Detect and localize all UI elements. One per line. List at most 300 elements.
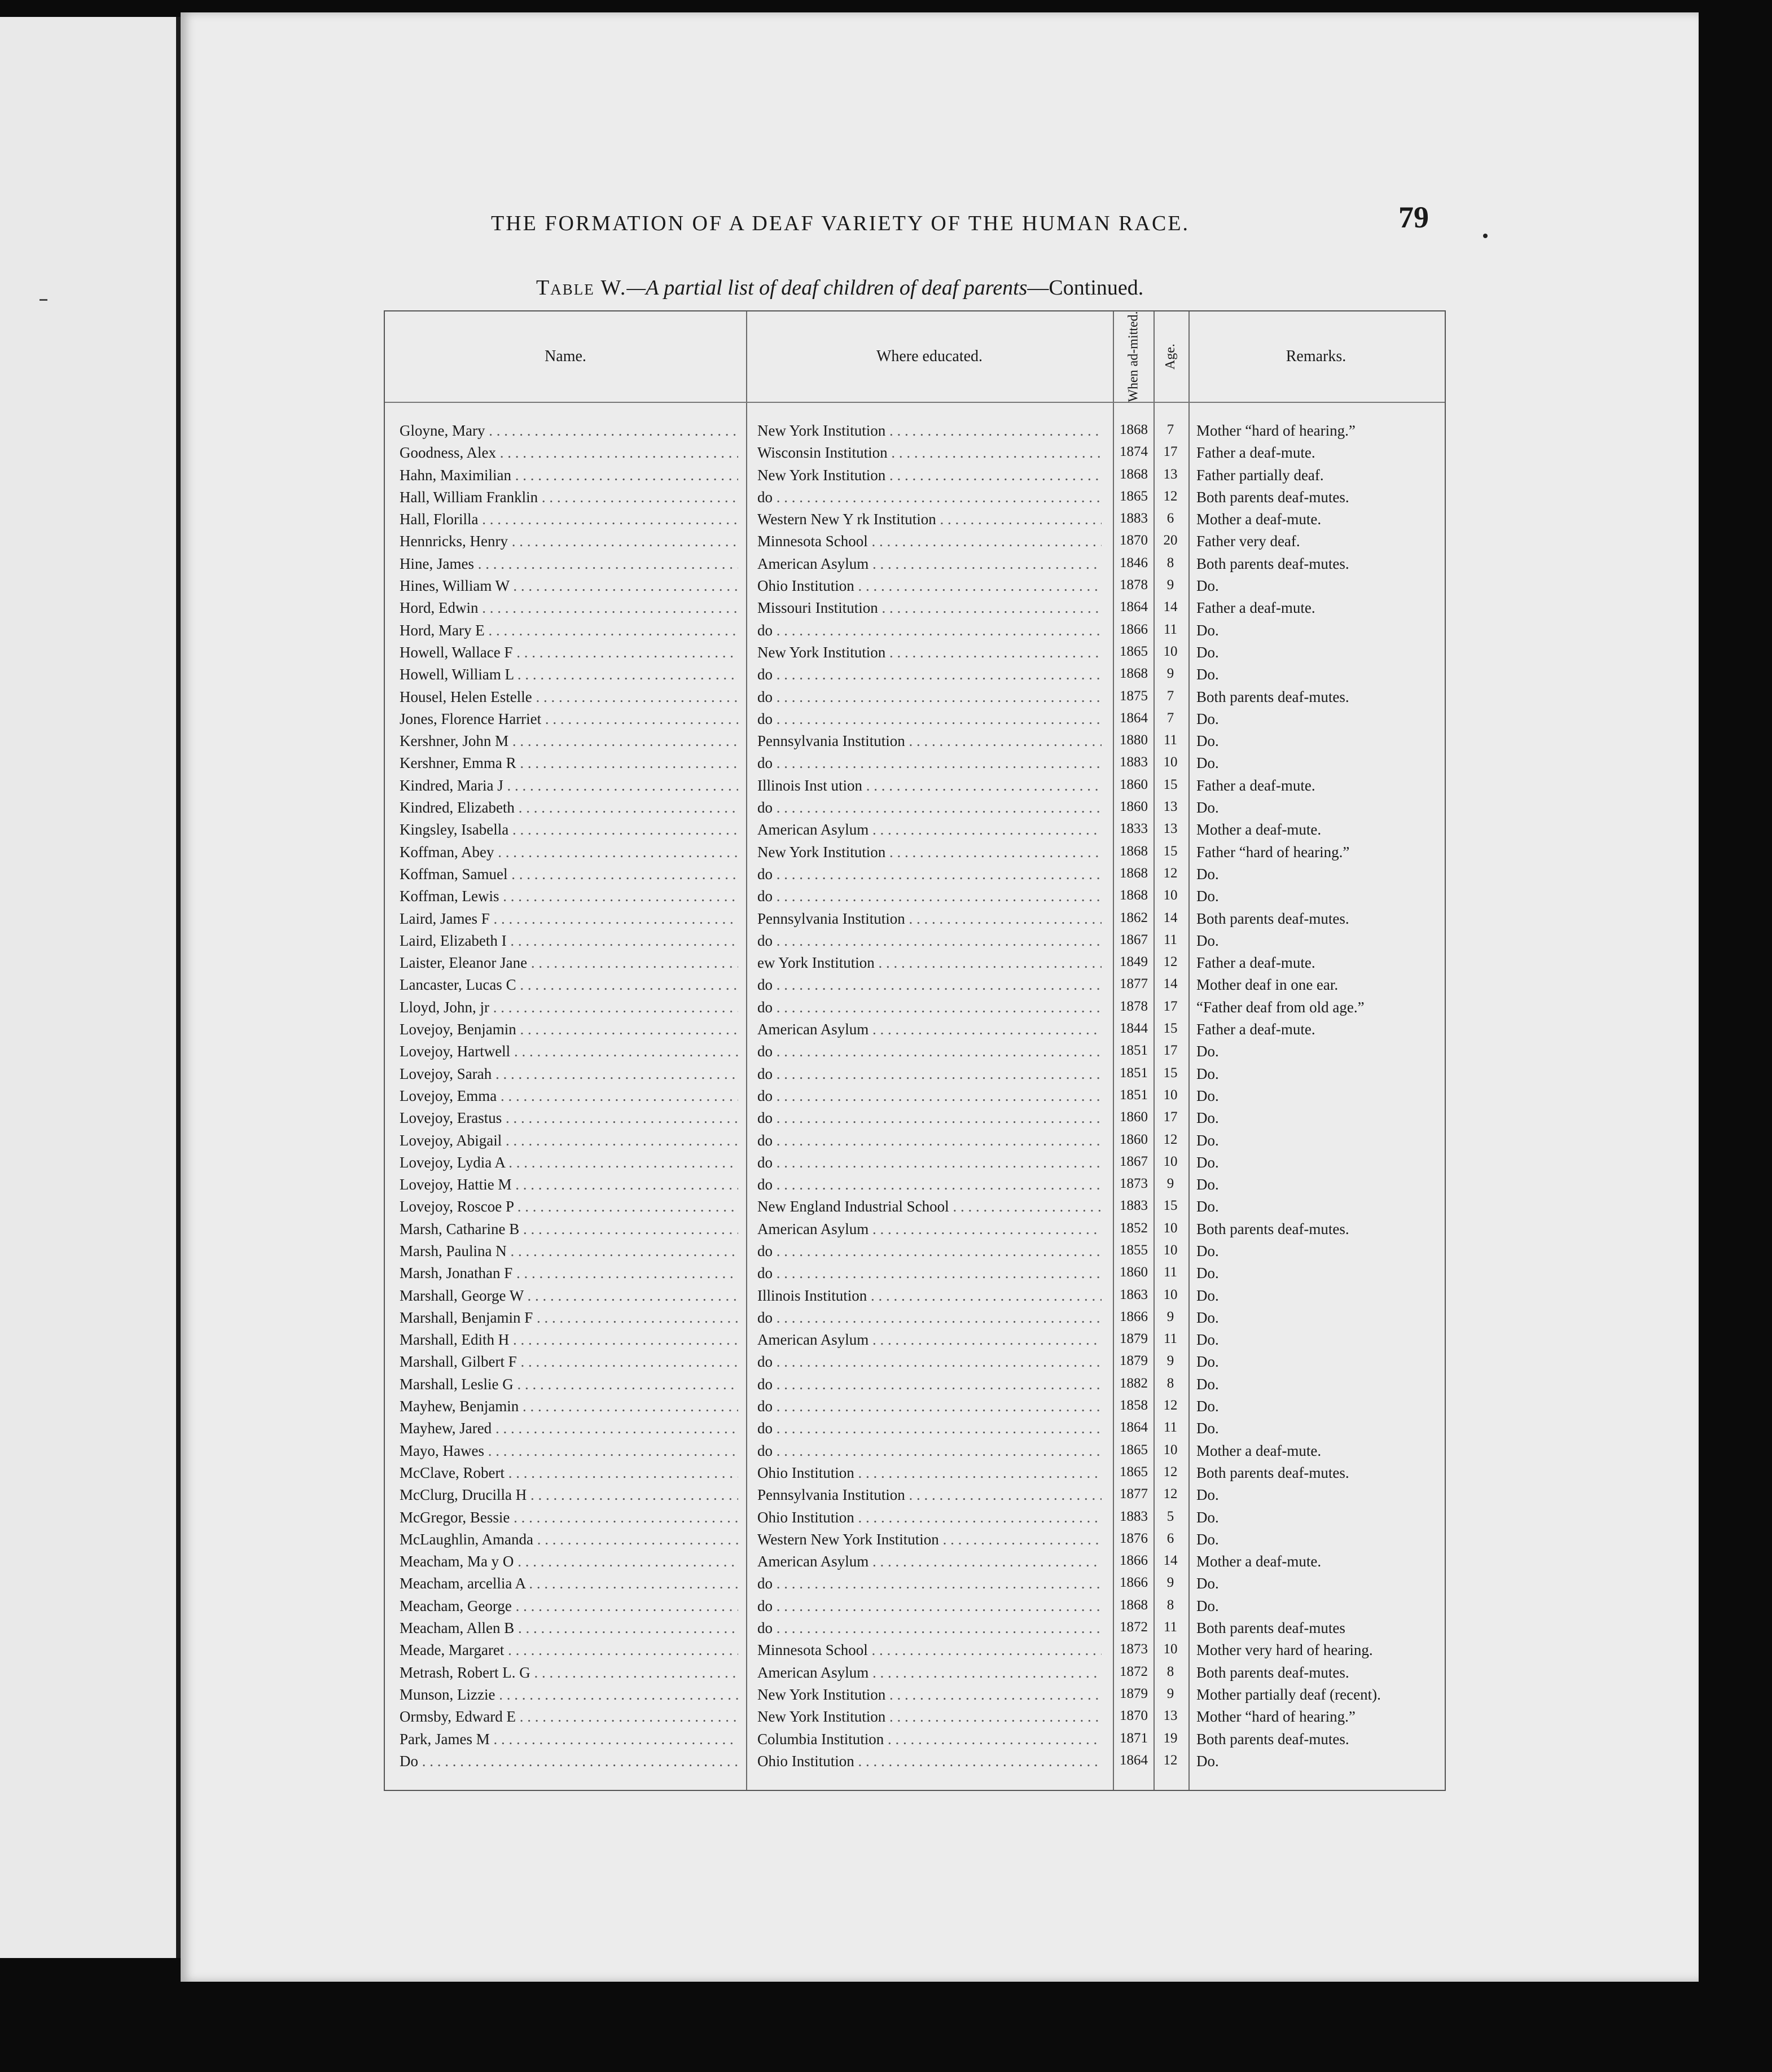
cell-remarks: Do.: [1196, 888, 1219, 905]
cell-name: Marshall, Benjamin F . . .: [400, 1309, 738, 1327]
cell-age: 9: [1166, 1685, 1174, 1701]
cell-name: Hahn, Maximilian . . .: [400, 467, 738, 484]
cell-remarks: Both parents deaf-mutes: [1196, 1619, 1345, 1637]
cell-remarks: Do.: [1196, 1287, 1219, 1304]
cell-name: McClurg, Drucilla H . . .: [400, 1486, 738, 1504]
cell-where: do . . .: [757, 1353, 1102, 1371]
cell-name: Meacham, Allen B . . .: [400, 1619, 738, 1637]
table-row: [385, 884, 1445, 906]
cell-where: Minnesota School . . .: [757, 1641, 1102, 1659]
cell-age: 9: [1166, 1309, 1174, 1324]
cell-when: 1868: [1120, 466, 1148, 482]
table-row: [385, 796, 1445, 818]
cell-when: 1851: [1120, 1043, 1148, 1059]
cell-remarks: Do.: [1196, 1331, 1219, 1349]
cell-name: Lovejoy, Roscoe P . . .: [400, 1198, 738, 1215]
cell-when: 1863: [1120, 1287, 1148, 1302]
cell-when: 1877: [1120, 1486, 1148, 1502]
header-when-text: When ad-mitted.: [1126, 311, 1141, 402]
table-row: [385, 419, 1445, 441]
cell-name: Kindred, Elizabeth . . .: [400, 799, 738, 816]
cell-when: 1846: [1120, 555, 1148, 570]
cell-name: Meacham, Ma y O . . .: [400, 1553, 738, 1570]
cell-age: 15: [1163, 843, 1178, 859]
cell-age: 19: [1163, 1730, 1178, 1746]
cell-name: McLaughlin, Amanda . . .: [400, 1531, 738, 1548]
table-row: [385, 1505, 1445, 1527]
page-mark: [40, 299, 47, 301]
table-row: [385, 1483, 1445, 1505]
cell-where: do . . .: [757, 866, 1102, 883]
cell-name: Hine, James . . .: [400, 555, 738, 573]
cell-remarks: Father very deaf.: [1196, 533, 1300, 550]
cell-remarks: Do.: [1196, 1198, 1219, 1215]
table-row: [385, 751, 1445, 773]
cell-where: do . . .: [757, 932, 1102, 950]
table-row: [385, 1039, 1445, 1061]
cell-name: Lovejoy, Abigail . . .: [400, 1132, 738, 1149]
table-row: [385, 1306, 1445, 1328]
cell-when: 1864: [1120, 710, 1148, 726]
cell-age: 14: [1163, 910, 1178, 925]
cell-remarks: Mother a deaf-mute.: [1196, 1553, 1322, 1570]
cell-remarks: Mother very hard of hearing.: [1196, 1641, 1373, 1659]
cell-where: do . . .: [757, 1265, 1102, 1282]
cell-when: 1858: [1120, 1398, 1148, 1413]
cell-remarks: Do.: [1196, 1176, 1219, 1193]
table-row: [385, 685, 1445, 707]
table-header: [385, 311, 1445, 403]
cell-name: Hord, Mary E . . .: [400, 622, 738, 639]
data-table: [384, 310, 1446, 1791]
cell-where: American Asylum . . .: [757, 1664, 1102, 1682]
cell-remarks: Do.: [1196, 732, 1219, 750]
table-row: [385, 1328, 1445, 1350]
cell-name: Kindred, Maria J . . .: [400, 777, 738, 794]
cell-where: Western New Y rk Institution . . .: [757, 511, 1102, 528]
header-when-admitted: [1114, 311, 1153, 402]
cell-when: 1868: [1120, 666, 1148, 682]
cell-age: 14: [1163, 1553, 1178, 1569]
cell-where: Missouri Institution . . .: [757, 599, 1102, 617]
table-row: [385, 1461, 1445, 1483]
header-remarks: Remarks.: [1286, 348, 1346, 365]
cell-where: ew York Institution . . .: [757, 954, 1102, 972]
cell-remarks: Do.: [1196, 932, 1219, 949]
cell-name: Goodness, Alex . . .: [400, 444, 738, 462]
cell-when: 1855: [1120, 1242, 1148, 1258]
cell-when: 1880: [1120, 732, 1148, 748]
table-row: [385, 995, 1445, 1017]
cell-age: 11: [1163, 1331, 1178, 1347]
cell-age: 12: [1163, 954, 1178, 970]
cell-when: 1879: [1120, 1331, 1148, 1347]
cell-when: 1860: [1120, 799, 1148, 815]
cell-where: American Asylum . . .: [757, 1021, 1102, 1038]
cell-name: Marsh, Catharine B . . .: [400, 1221, 738, 1238]
cell-name: Meade, Margaret . . .: [400, 1641, 738, 1659]
cell-remarks: Father a deaf-mute.: [1196, 444, 1315, 462]
cell-when: 1866: [1120, 1575, 1148, 1591]
cell-when: 1876: [1120, 1530, 1148, 1546]
cell-age: 9: [1166, 1575, 1174, 1591]
facing-page-edge: [0, 17, 181, 1958]
table-row: [385, 1217, 1445, 1239]
table-row: [385, 1195, 1445, 1217]
cell-when: 1870: [1120, 533, 1148, 548]
cell-remarks: Father a deaf-mute.: [1196, 1021, 1315, 1038]
cell-where: American Asylum . . .: [757, 821, 1102, 839]
cell-age: 12: [1163, 1131, 1178, 1147]
cell-age: 10: [1163, 1087, 1178, 1103]
cell-where: New York Institution . . .: [757, 467, 1102, 484]
cell-name: Koffman, Samuel . . .: [400, 866, 738, 883]
cell-where: do . . .: [757, 1043, 1102, 1060]
cell-name: Hennricks, Henry . . .: [400, 533, 738, 550]
cell-when: 1851: [1120, 1065, 1148, 1081]
cell-name: Mayo, Hawes . . .: [400, 1442, 738, 1460]
cell-age: 13: [1163, 466, 1178, 482]
cell-name: Lovejoy, Hartwell . . .: [400, 1043, 738, 1060]
cell-remarks: Do.: [1196, 1353, 1219, 1371]
cell-when: 1866: [1120, 1553, 1148, 1569]
cell-remarks: Do.: [1196, 1398, 1219, 1415]
cell-when: 1865: [1120, 1464, 1148, 1480]
cell-remarks: Do.: [1196, 1065, 1219, 1082]
caption-title: —A partial list of deaf children of deaf parents: [626, 276, 1028, 300]
table-row: [385, 618, 1445, 640]
cell-age: 9: [1166, 577, 1174, 593]
table-row: [385, 1549, 1445, 1571]
cell-name: Ormsby, Edward E . . .: [400, 1708, 738, 1726]
cell-when: 1868: [1120, 1597, 1148, 1613]
cell-name: Laird, Elizabeth I . . .: [400, 932, 738, 950]
cell-age: 14: [1163, 599, 1178, 615]
header-where-educated: Where educated.: [876, 348, 983, 365]
cell-when: 1874: [1120, 444, 1148, 460]
cell-when: 1875: [1120, 688, 1148, 704]
table-row: [385, 552, 1445, 574]
table-row: [385, 1173, 1445, 1195]
cell-age: 10: [1163, 643, 1178, 659]
cell-when: 1867: [1120, 932, 1148, 947]
cell-name: Lloyd, John, jr . . .: [400, 999, 738, 1016]
cell-name: Meacham, George . . .: [400, 1597, 738, 1615]
cell-name: Howell, Wallace F . . .: [400, 644, 738, 661]
cell-where: Ohio Institution . . .: [757, 1753, 1102, 1770]
cell-remarks: Mother “hard of hearing.”: [1196, 1708, 1356, 1726]
cell-when: 1833: [1120, 821, 1148, 837]
cell-name: McClave, Robert . . .: [400, 1464, 738, 1482]
cell-where: Illinois Inst ution . . .: [757, 777, 1102, 794]
cell-name: Munson, Lizzie . . .: [400, 1686, 738, 1704]
cell-where: do . . .: [757, 489, 1102, 506]
table-row: [385, 707, 1445, 729]
cell-when: 1883: [1120, 1508, 1148, 1524]
cell-age: 10: [1163, 1153, 1178, 1169]
book-page: [181, 12, 1699, 1982]
cell-where: do . . .: [757, 1132, 1102, 1149]
cell-name: Koffman, Abey . . .: [400, 844, 738, 861]
table-row: [385, 1749, 1445, 1771]
cell-remarks: Do.: [1196, 754, 1219, 772]
cell-where: Illinois Institution . . .: [757, 1287, 1102, 1305]
cell-where: Wisconsin Institution . . .: [757, 444, 1102, 462]
cell-remarks: Do.: [1196, 710, 1219, 727]
cell-name: Jones, Florence Harriet . . .: [400, 710, 738, 728]
cell-where: do . . .: [757, 1420, 1102, 1437]
cell-where: do . . .: [757, 1243, 1102, 1260]
cell-where: New York Institution . . .: [757, 844, 1102, 861]
cell-remarks: Do.: [1196, 1597, 1219, 1614]
cell-age: 11: [1163, 1265, 1178, 1280]
cell-where: do . . .: [757, 688, 1102, 706]
cell-when: 1868: [1120, 422, 1148, 437]
table-row: [385, 1594, 1445, 1616]
cell-age: 12: [1163, 1398, 1178, 1413]
cell-age: 17: [1163, 1109, 1178, 1125]
table-row: [385, 1084, 1445, 1106]
header-age-text: Age.: [1163, 344, 1178, 370]
cell-where: Pennsylvania Institution . . .: [757, 1486, 1102, 1504]
cell-age: 14: [1163, 976, 1178, 992]
cell-remarks: Do.: [1196, 1087, 1219, 1104]
table-caption: [536, 275, 1495, 300]
cell-name: Marshall, Gilbert F . . .: [400, 1353, 738, 1371]
cell-age: 10: [1163, 754, 1178, 770]
cell-where: do . . .: [757, 622, 1102, 639]
cell-remarks: Do.: [1196, 1043, 1219, 1060]
cell-age: 13: [1163, 1708, 1178, 1724]
running-head: THE FORMATION OF A DEAF VARIETY OF THE HUMAN RACE.: [491, 212, 1190, 235]
cell-remarks: Do.: [1196, 1131, 1219, 1149]
cell-age: 6: [1166, 511, 1174, 526]
table-row: [385, 640, 1445, 662]
cell-remarks: Father a deaf-mute.: [1196, 954, 1315, 972]
cell-age: 9: [1166, 1353, 1174, 1369]
cell-when: 1882: [1120, 1375, 1148, 1391]
cell-name: Lovejoy, Emma . . .: [400, 1087, 738, 1105]
cell-where: Ohio Institution . . .: [757, 577, 1102, 595]
cell-remarks: Do.: [1196, 1508, 1219, 1526]
cell-when: 1864: [1120, 599, 1148, 615]
table-row: [385, 929, 1445, 951]
cell-name: Kershner, Emma R . . .: [400, 754, 738, 772]
cell-when: 1872: [1120, 1663, 1148, 1679]
table-row: [385, 1239, 1445, 1261]
cell-where: do . . .: [757, 999, 1102, 1016]
cell-age: 13: [1163, 821, 1178, 837]
table-row: [385, 485, 1445, 507]
print-speck: [1483, 234, 1488, 238]
table-row: [385, 1527, 1445, 1549]
cell-age: 20: [1163, 533, 1178, 548]
cell-remarks: Father a deaf-mute.: [1196, 599, 1315, 617]
table-row: [385, 441, 1445, 463]
cell-name: Mayhew, Benjamin . . .: [400, 1398, 738, 1415]
table-body: [385, 419, 1445, 1771]
cell-name: Do . . .: [400, 1753, 738, 1770]
cell-remarks: Father a deaf-mute.: [1196, 776, 1315, 794]
table-row: [385, 596, 1445, 618]
cell-when: 1860: [1120, 776, 1148, 792]
cell-when: 1866: [1120, 1309, 1148, 1324]
cell-age: 15: [1163, 1065, 1178, 1081]
cell-name: Gloyne, Mary . . .: [400, 422, 738, 440]
table-row: [385, 729, 1445, 751]
cell-age: 17: [1163, 998, 1178, 1014]
cell-age: 10: [1163, 1641, 1178, 1657]
cell-where: do . . .: [757, 1176, 1102, 1193]
cell-where: Pennsylvania Institution . . .: [757, 732, 1102, 750]
cell-name: Hord, Edwin . . .: [400, 599, 738, 617]
cell-when: 1883: [1120, 1198, 1148, 1214]
cell-when: 1868: [1120, 865, 1148, 881]
cell-where: New York Institution . . .: [757, 422, 1102, 440]
cell-name: Metrash, Robert L. G . . .: [400, 1664, 738, 1682]
cell-when: 1860: [1120, 1109, 1148, 1125]
cell-age: 12: [1163, 1752, 1178, 1768]
cell-age: 11: [1163, 1619, 1178, 1635]
cell-age: 7: [1166, 688, 1174, 704]
cell-name: Lovejoy, Benjamin . . .: [400, 1021, 738, 1038]
cell-when: 1852: [1120, 1220, 1148, 1236]
cell-where: do . . .: [757, 1376, 1102, 1393]
cell-name: Laird, James F . . .: [400, 910, 738, 928]
cell-age: 12: [1163, 865, 1178, 881]
cell-when: 1862: [1120, 910, 1148, 925]
table-row: [385, 1439, 1445, 1461]
cell-where: do . . .: [757, 666, 1102, 683]
cell-when: 1851: [1120, 1087, 1148, 1103]
table-row: [385, 1571, 1445, 1593]
cell-remarks: Father “hard of hearing.”: [1196, 843, 1350, 861]
cell-where: New York Institution . . .: [757, 644, 1102, 661]
cell-when: 1879: [1120, 1685, 1148, 1701]
cell-name: Kingsley, Isabella . . .: [400, 821, 738, 839]
table-row: [385, 1062, 1445, 1084]
cell-age: 15: [1163, 1021, 1178, 1037]
caption-lead: Table W.: [536, 276, 627, 300]
cell-where: do . . .: [757, 1087, 1102, 1105]
cell-where: Pennsylvania Institution . . .: [757, 910, 1102, 928]
cell-remarks: Do.: [1196, 1242, 1219, 1259]
cell-remarks: Do.: [1196, 1265, 1219, 1282]
cell-where: New York Institution . . .: [757, 1708, 1102, 1726]
table-row: [385, 507, 1445, 529]
cell-name: Lovejoy, Sarah . . .: [400, 1065, 738, 1083]
cell-age: 12: [1163, 1464, 1178, 1480]
caption-suffix: —Continued.: [1027, 276, 1144, 300]
cell-age: 10: [1163, 1220, 1178, 1236]
cell-age: 15: [1163, 1198, 1178, 1214]
cell-name: Lovejoy, Erastus . . .: [400, 1109, 738, 1127]
table-row: [385, 1394, 1445, 1416]
cell-remarks: Both parents deaf-mutes.: [1196, 1730, 1349, 1748]
header-name: Name.: [545, 348, 586, 365]
table-row: [385, 1261, 1445, 1283]
cell-remarks: Do.: [1196, 1530, 1219, 1548]
header-age: [1153, 311, 1187, 402]
cell-where: New York Institution . . .: [757, 1686, 1102, 1704]
cell-when: 1860: [1120, 1131, 1148, 1147]
table-row: [385, 1705, 1445, 1727]
cell-remarks: Do.: [1196, 799, 1219, 816]
table-row: [385, 1372, 1445, 1394]
table-row: [385, 907, 1445, 929]
table-row: [385, 1284, 1445, 1306]
cell-remarks: Both parents deaf-mutes.: [1196, 910, 1349, 927]
cell-remarks: Both parents deaf-mutes.: [1196, 1663, 1349, 1681]
cell-name: Koffman, Lewis . . .: [400, 888, 738, 905]
cell-when: 1883: [1120, 511, 1148, 526]
cell-when: 1868: [1120, 843, 1148, 859]
cell-where: American Asylum . . .: [757, 1553, 1102, 1570]
cell-where: do . . .: [757, 1154, 1102, 1171]
cell-age: 17: [1163, 444, 1178, 460]
cell-name: Park, James M . . .: [400, 1731, 738, 1748]
table-row: [385, 1350, 1445, 1372]
cell-when: 1865: [1120, 488, 1148, 504]
cell-remarks: Mother deaf in one ear.: [1196, 976, 1339, 994]
cell-remarks: Do.: [1196, 1153, 1219, 1171]
cell-remarks: Both parents deaf-mutes.: [1196, 1464, 1349, 1481]
cell-where: do . . .: [757, 1575, 1102, 1592]
cell-name: Lancaster, Lucas C . . .: [400, 976, 738, 994]
cell-where: Ohio Institution . . .: [757, 1509, 1102, 1526]
table-row: [385, 574, 1445, 596]
cell-name: Hall, Florilla . . .: [400, 511, 738, 528]
cell-age: 9: [1166, 666, 1174, 682]
cell-remarks: Do.: [1196, 1575, 1219, 1592]
cell-where: do . . .: [757, 1398, 1102, 1415]
cell-where: American Asylum . . .: [757, 1331, 1102, 1349]
table-row: [385, 1683, 1445, 1705]
cell-when: 1870: [1120, 1708, 1148, 1724]
cell-remarks: Do.: [1196, 1375, 1219, 1393]
cell-remarks: “Father deaf from old age.”: [1196, 998, 1365, 1016]
cell-remarks: Do.: [1196, 1109, 1219, 1127]
cell-remarks: Both parents deaf-mutes.: [1196, 555, 1349, 572]
cell-remarks: Both parents deaf-mutes.: [1196, 688, 1349, 705]
cell-where: do . . .: [757, 710, 1102, 728]
table-row: [385, 1017, 1445, 1039]
cell-name: Lovejoy, Lydia A . . .: [400, 1154, 738, 1171]
cell-when: 1873: [1120, 1641, 1148, 1657]
cell-where: Ohio Institution . . .: [757, 1464, 1102, 1482]
cell-name: Hines, William W . . .: [400, 577, 738, 595]
cell-age: 10: [1163, 1242, 1178, 1258]
cell-age: 12: [1163, 1486, 1178, 1502]
cell-age: 11: [1163, 932, 1178, 947]
cell-age: 8: [1166, 555, 1174, 570]
cell-when: 1860: [1120, 1265, 1148, 1280]
cell-remarks: Mother a deaf-mute.: [1196, 511, 1322, 528]
cell-where: do . . .: [757, 1065, 1102, 1083]
cell-name: Marshall, George W . . .: [400, 1287, 738, 1305]
cell-remarks: Do.: [1196, 865, 1219, 883]
cell-remarks: Mother a deaf-mute.: [1196, 821, 1322, 839]
cell-where: do . . .: [757, 1109, 1102, 1127]
cell-age: 11: [1163, 1420, 1178, 1436]
cell-name: Housel, Helen Estelle . . .: [400, 688, 738, 706]
cell-remarks: Mother partially deaf (recent).: [1196, 1685, 1381, 1703]
cell-remarks: Both parents deaf-mutes.: [1196, 488, 1349, 506]
table-row: [385, 1416, 1445, 1438]
cell-name: Marshall, Edith H . . .: [400, 1331, 738, 1349]
table-row: [385, 818, 1445, 840]
table-row: [385, 774, 1445, 796]
